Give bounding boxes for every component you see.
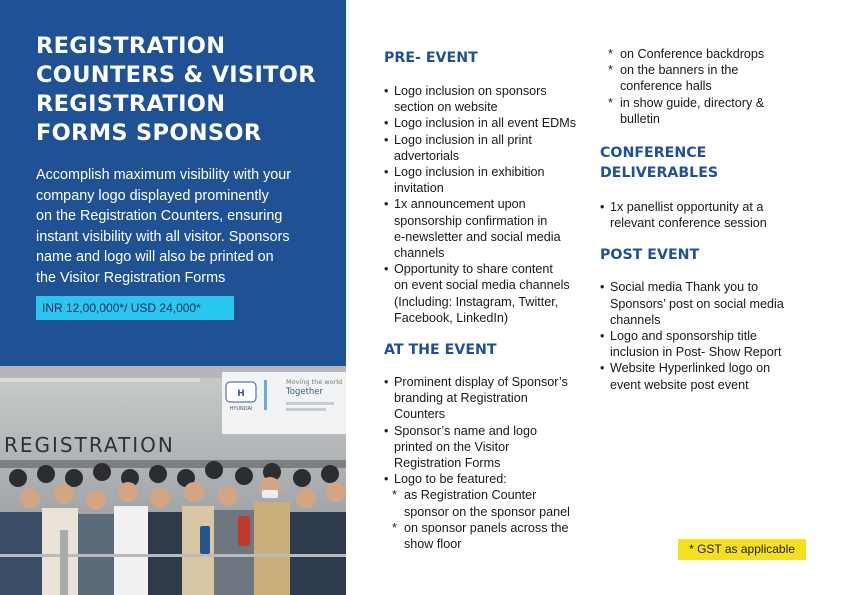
title-line: REGISTRATION — [36, 91, 226, 117]
banner-line1: Moving the world — [286, 378, 343, 386]
post-event-heading: POST EVENT — [600, 247, 700, 264]
list-sub-item: * on Conference backdrops — [600, 46, 810, 62]
list-sub-item: * in show guide, directory & bulletin — [600, 95, 810, 127]
list-sub-item: * as Registration Counter sponsor on the sponsor panel — [384, 487, 600, 519]
list-item: • Website Hyperlinked logo on event website post event — [600, 360, 810, 392]
pre-event-list — [384, 83, 600, 326]
at-event-heading: AT THE EVENT — [384, 342, 497, 359]
continued-list — [600, 46, 810, 127]
description-line: instant visibility with all visitor. Sponsors — [36, 228, 290, 245]
list-sub-item: * on the banners in the conference halls — [600, 62, 810, 94]
pre-event-heading: PRE- EVENT — [384, 50, 478, 66]
sponsor-description — [36, 165, 336, 288]
description-line: on the Registration Counters, ensuring — [36, 208, 283, 224]
list-item: • Prominent display of Sponsor’s branding at Registration Counters — [384, 374, 600, 423]
list-item: • 1x panellist opportunity at a relevant conference session — [600, 199, 810, 231]
list-item: • Sponsor’s name and logo printed on the Visitor Registration Forms — [384, 423, 600, 472]
post-event-list — [600, 279, 810, 392]
description-line: company logo displayed prominently — [36, 187, 269, 204]
list-item: • 1x announcement upon sponsorship confirmation in e-newsletter and social media channels — [384, 196, 600, 261]
list-item: • Social media Thank you to Sponsors’ post on social media channels — [600, 279, 810, 328]
list-item: • Opportunity to share content on event social media channels (Including: Instagram, Twitter, Facebook, LinkedIn) — [384, 261, 600, 326]
right-column — [600, 46, 810, 393]
description-line: name and logo will also be printed on — [36, 249, 274, 265]
gst-note: * GST as applicable — [678, 539, 806, 560]
description-line: Accomplish maximum visibility with your — [36, 167, 292, 183]
list-item: • Logo inclusion in all print advertorials — [384, 132, 600, 164]
conference-heading: CONFERENCE DELIVERABLES — [600, 145, 719, 182]
pre-event-section — [384, 48, 600, 552]
list-item: • Logo inclusion on sponsors section on website — [384, 83, 600, 115]
list-item: • Logo inclusion in exhibition invitation — [384, 164, 600, 196]
banner-brand: HYUNDAI — [229, 406, 253, 412]
banner-line2: Together — [286, 387, 324, 397]
at-event-list — [384, 374, 600, 552]
sponsor-title — [36, 32, 336, 148]
list-item: • Logo to be featured: — [384, 471, 600, 487]
title-line: REGISTRATION — [36, 33, 226, 59]
title-line: COUNTERS & VISITOR — [36, 62, 316, 88]
svg-text:H: H — [237, 389, 245, 399]
sponsor-panel — [0, 0, 346, 366]
description-line: the Visitor Registration Forms — [36, 269, 226, 286]
conference-list — [600, 199, 810, 231]
list-sub-item: * on sponsor panels across the show floor — [384, 520, 600, 552]
registration-photo — [0, 366, 346, 595]
price-badge: INR 12,00,000*/ USD 24,000* — [36, 296, 234, 320]
list-item: • Logo and sponsorship title inclusion in Post- Show Report — [600, 328, 810, 360]
title-line: FORMS SPONSOR — [36, 120, 262, 146]
list-item: • Logo inclusion in all event EDMs — [384, 115, 600, 131]
registration-sign: REGISTRATION — [4, 433, 175, 457]
